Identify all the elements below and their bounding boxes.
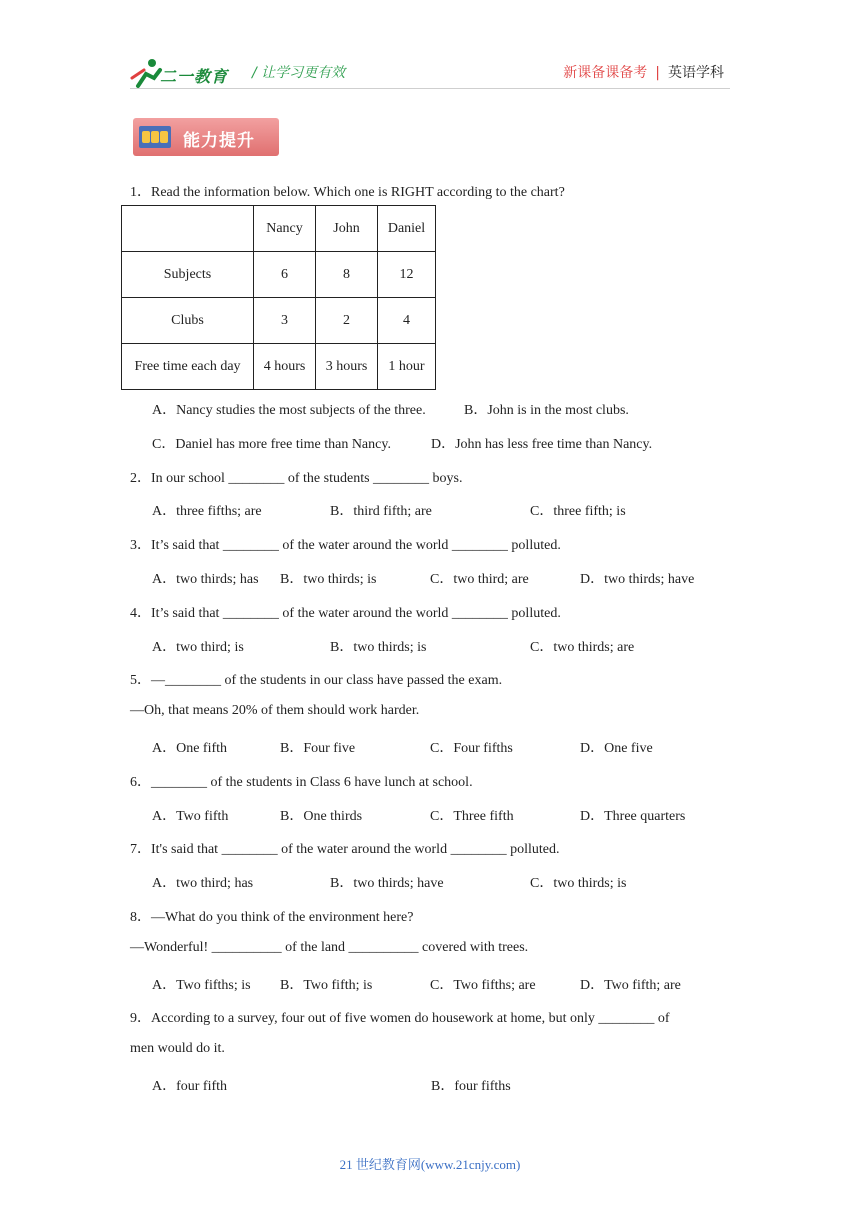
header-separator: |	[655, 65, 660, 81]
question-7-stem: 7．It's said that ________ of the water around the world ________ polluted.	[130, 842, 560, 857]
header-subject	[563, 62, 724, 82]
q5-option-c: C．Four fifths	[430, 741, 513, 756]
table-cell: 4	[378, 298, 436, 344]
table-cell: 8	[316, 252, 378, 298]
table-cell: 3	[254, 298, 316, 344]
question-2-stem: 2．In our school ________ of the students ________ boys.	[130, 471, 463, 486]
question-1-stem: 1．Read the information below. Which one is RIGHT according to the chart?	[130, 185, 565, 200]
q3-option-a: A．two thirds; has	[152, 572, 259, 587]
info-table	[121, 205, 436, 390]
q1-option-c: C．Daniel has more free time than Nancy.	[152, 437, 391, 452]
question-8-reply: —Wonderful! __________ of the land __________ covered with trees.	[130, 940, 529, 955]
question-6-stem: 6．________ of the students in Class 6 have lunch at school.	[130, 775, 473, 790]
question-5-reply: —Oh, that means 20% of them should work harder.	[130, 703, 420, 718]
q5-option-a: A．One fifth	[152, 741, 228, 756]
table-cell: 1 hour	[378, 344, 436, 390]
table-row	[122, 298, 436, 344]
table-cell: John	[316, 206, 378, 252]
table-row	[122, 344, 436, 390]
q9-option-b: B．four fifths	[431, 1079, 511, 1094]
table-cell: Free time each day	[122, 344, 254, 390]
q5-option-d: D．One five	[580, 741, 653, 756]
q2-option-c: C．three fifth; is	[530, 504, 626, 519]
runner-logo-icon	[130, 56, 164, 90]
people-icon	[139, 126, 171, 148]
table-cell: Daniel	[378, 206, 436, 252]
q5-option-b: B．Four five	[280, 741, 356, 756]
q2-option-b: B．third fifth; are	[330, 504, 432, 519]
table-cell: 4 hours	[254, 344, 316, 390]
page-header	[130, 56, 730, 92]
q6-option-b: B．One thirds	[280, 809, 363, 824]
q7-option-b: B．two thirds; have	[330, 876, 444, 891]
q7-option-a: A．two third; has	[152, 876, 254, 891]
q3-option-b: B．two thirds; is	[280, 572, 377, 587]
page-footer[interactable]: 21 世纪教育网(www.21cnjy.com)	[339, 1157, 521, 1172]
q6-option-d: D．Three quarters	[580, 809, 686, 824]
question-8-stem: 8．—What do you think of the environment here?	[130, 910, 414, 925]
header-subject-label: 英语学科	[668, 65, 724, 81]
table-cell: 6	[254, 252, 316, 298]
table-header-row	[122, 206, 436, 252]
q8-option-c: C．Two fifths; are	[430, 978, 536, 993]
table-cell: 12	[378, 252, 436, 298]
table-cell: 2	[316, 298, 378, 344]
q7-option-c: C．two thirds; is	[530, 876, 627, 891]
q8-option-d: D．Two fifth; are	[580, 978, 681, 993]
table-cell	[122, 206, 254, 252]
q6-option-a: A．Two fifth	[152, 809, 229, 824]
header-course-label: 新课备课备考	[563, 65, 648, 81]
q3-option-c: C．two third; are	[430, 572, 529, 587]
question-5-stem: 5．—________ of the students in our class have passed the exam.	[130, 673, 503, 688]
q3-option-d: D．two thirds; have	[580, 572, 695, 587]
q9-option-a: A．four fifth	[152, 1079, 228, 1094]
q8-option-a: A．Two fifths; is	[152, 978, 251, 993]
logo-text: 二一教育	[160, 67, 229, 86]
section-badge	[133, 118, 279, 156]
question-3-stem: 3．It’s said that ________ of the water around the world ________ polluted.	[130, 538, 561, 553]
q1-option-d: D．John has less free time than Nancy.	[431, 437, 653, 452]
logo	[130, 56, 240, 90]
table-cell: Subjects	[122, 252, 254, 298]
q4-option-c: C．two thirds; are	[530, 640, 635, 655]
table-row	[122, 252, 436, 298]
question-4-stem: 4．It’s said that ________ of the water around the world ________ polluted.	[130, 606, 561, 621]
table-cell: Nancy	[254, 206, 316, 252]
table-cell: 3 hours	[316, 344, 378, 390]
table-cell: Clubs	[122, 298, 254, 344]
q8-option-b: B．Two fifth; is	[280, 978, 373, 993]
header-divider	[130, 88, 730, 89]
question-9-stem-continued: men would do it.	[130, 1041, 225, 1056]
question-9-stem: 9．According to a survey, four out of five women do housework at home, but only ________ of	[130, 1011, 670, 1026]
section-title: 能力提升	[183, 131, 255, 151]
slogan: / 让学习更有效	[252, 65, 346, 81]
q2-option-a: A．three fifths; are	[152, 504, 262, 519]
q4-option-a: A．two third; is	[152, 640, 244, 655]
q4-option-b: B．two thirds; is	[330, 640, 427, 655]
q6-option-c: C．Three fifth	[430, 809, 514, 824]
q1-option-a: A．Nancy studies the most subjects of the three.	[152, 403, 426, 418]
q1-option-b: B．John is in the most clubs.	[464, 403, 629, 418]
